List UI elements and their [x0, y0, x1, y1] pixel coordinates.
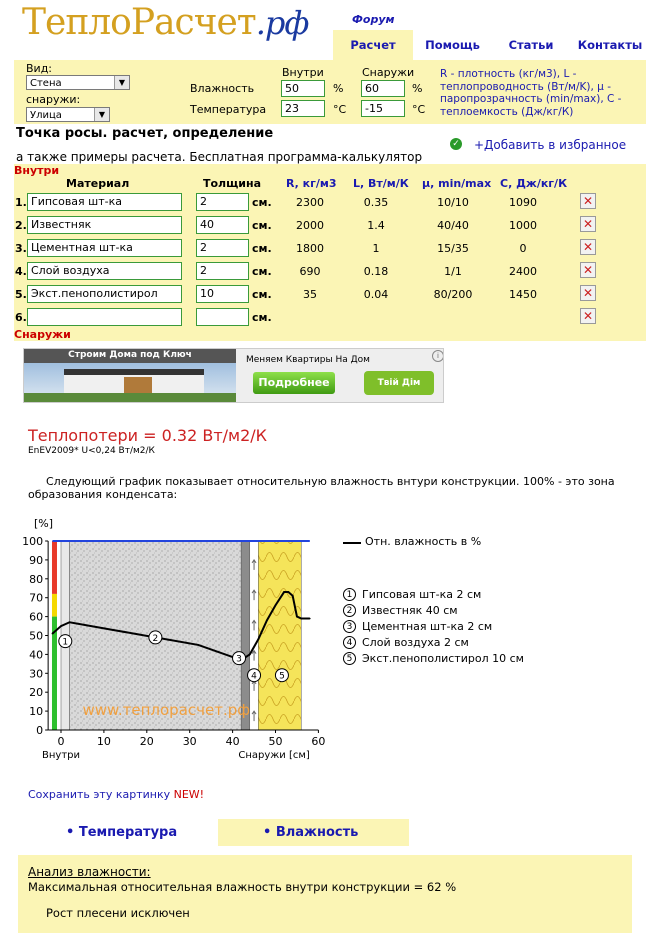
- ad-right-title: Меняем Квартиры На Дом: [246, 355, 370, 365]
- type-select[interactable]: [26, 75, 130, 90]
- analysis-max-humidity: Максимальная относительная влажность внутри конструкции = 62 %: [28, 880, 457, 894]
- header-permeability: μ, min/max: [422, 177, 492, 190]
- y-tick-label: 30: [29, 667, 44, 681]
- save-image-link[interactable]: [28, 788, 204, 801]
- legend-line-swatch: [343, 542, 361, 544]
- layer-number-badge: 1: [343, 588, 356, 601]
- ad-info-icon[interactable]: i: [432, 350, 444, 362]
- enev-norm: EnEV2009* U<0,24 Вт/м2/К: [28, 446, 155, 456]
- check-icon: ✓: [450, 138, 462, 150]
- humidity-point: [197, 644, 199, 646]
- row-number: 6.: [15, 311, 27, 324]
- humidity-point: [296, 616, 298, 618]
- temp-unit-outside: °C: [412, 103, 426, 116]
- row-number: 1.: [15, 196, 27, 209]
- material-name-input[interactable]: Гипсовая шт-ка: [27, 193, 182, 211]
- delete-row-icon[interactable]: ✕: [580, 193, 596, 209]
- ad-house-image: [24, 349, 236, 402]
- y-tick-label: 60: [29, 610, 44, 624]
- ad-brand-logo: Твій Дім: [364, 371, 434, 395]
- page-subtitle: а также примеры расчета. Бесплатная программа-калькулятор: [16, 150, 423, 164]
- row-number: 3.: [15, 242, 27, 255]
- inside-marker: Внутри: [14, 164, 60, 177]
- density-value: 35: [303, 288, 317, 301]
- thickness-input[interactable]: 2: [196, 193, 249, 211]
- type-select-value: Стена: [30, 78, 62, 89]
- x-tick-label: 0: [57, 735, 65, 748]
- x-tick-label: 40: [225, 735, 240, 748]
- layer-number-badge: 5: [343, 652, 356, 665]
- ad-left-title: Строим Дома под Ключ: [68, 350, 192, 360]
- humidity-inside-input[interactable]: 50: [281, 80, 325, 97]
- humidity-unit: %: [333, 82, 344, 95]
- temp-unit: °C: [333, 103, 347, 116]
- humidity-point: [266, 620, 268, 622]
- thickness-unit: см.: [252, 265, 272, 278]
- humidity-point: [52, 633, 54, 635]
- conductivity-value: 0.04: [363, 288, 389, 301]
- x-tick-label: 20: [139, 735, 154, 748]
- x-inside-label: Внутри: [42, 750, 80, 761]
- new-badge: NEW!: [173, 788, 205, 801]
- delete-row-icon[interactable]: ✕: [580, 216, 596, 232]
- type-label: Вид:: [26, 62, 53, 75]
- layer-marker-label: 1: [62, 637, 69, 648]
- col-inside-label: Внутри: [282, 66, 324, 79]
- y-tick-label: 100: [22, 535, 44, 548]
- y-axis-label: [%]: [34, 517, 54, 530]
- y-tick-label: 70: [29, 591, 44, 605]
- delete-row-icon[interactable]: ✕: [580, 308, 596, 324]
- chevron-down-icon: ▼: [114, 76, 129, 89]
- layer-5-band: [258, 541, 301, 730]
- delete-row-icon[interactable]: ✕: [580, 262, 596, 278]
- x-tick-label: 10: [96, 735, 111, 748]
- humidity-point: [283, 591, 285, 593]
- conductivity-value: 1: [372, 242, 380, 255]
- layer-legend-label: Экст.пенополистирол 10 см: [362, 652, 524, 665]
- permeability-value: 80/200: [433, 288, 473, 301]
- temp-outside-input[interactable]: -15: [361, 100, 405, 117]
- add-favorite-link[interactable]: +Добавить в избранное: [474, 138, 627, 152]
- humidity-label: Влажность: [190, 82, 255, 95]
- permeability-value: 15/35: [437, 242, 469, 255]
- row-number: 5.: [15, 288, 27, 301]
- thickness-unit: см.: [252, 219, 272, 232]
- layer-marker-label: 4: [251, 671, 257, 682]
- heatloss-result: Теплопотери = 0.32 Вт/м2/К: [28, 426, 268, 445]
- save-image-text: Сохранить эту картинку: [28, 788, 171, 801]
- row-number: 2.: [15, 219, 27, 232]
- tab-articles[interactable]: Статьи: [508, 38, 554, 52]
- humidity-point: [249, 654, 251, 656]
- header-material: Материал: [66, 177, 130, 190]
- thickness-input[interactable]: 2: [196, 262, 249, 280]
- humidity-point: [309, 618, 311, 620]
- humidity-point: [288, 591, 290, 593]
- density-value: 2000: [296, 219, 324, 232]
- thickness-unit: см.: [252, 311, 272, 324]
- tab-temperature-label: Температура: [78, 825, 178, 840]
- delete-row-icon[interactable]: ✕: [580, 239, 596, 255]
- outside-marker: Снаружи: [14, 328, 71, 341]
- outside-label: снаружи:: [26, 93, 81, 106]
- ad-lawn: [24, 393, 236, 402]
- delete-row-icon[interactable]: ✕: [580, 285, 596, 301]
- layer-legend-label: Слой воздуха 2 см: [362, 636, 469, 649]
- density-value: 1800: [296, 242, 324, 255]
- conductivity-value: 1.4: [367, 219, 385, 232]
- ad-banner[interactable]: [23, 348, 444, 403]
- tab-calc[interactable]: Расчет: [333, 30, 413, 60]
- y-tick-label: 0: [36, 724, 44, 737]
- header-conductivity: L, Вт/м/К: [353, 177, 409, 190]
- layer-legend-label: Цементная шт-ка 2 см: [362, 620, 493, 633]
- y-tick-label: 20: [29, 686, 44, 700]
- y-tick-label: 50: [29, 629, 44, 643]
- layer-marker-label: 5: [279, 671, 285, 682]
- capacity-value: 1000: [509, 219, 537, 232]
- x-tick-label: 30: [182, 735, 197, 748]
- humidity-point: [300, 618, 302, 620]
- y-tick-label: 80: [29, 572, 44, 586]
- density-value: 2300: [296, 196, 324, 209]
- chart-watermark: www.теплорасчет.рф: [82, 700, 251, 719]
- permeability-value: 10/10: [437, 196, 469, 209]
- temp-inside-input[interactable]: 23: [281, 100, 325, 117]
- tab-temperature[interactable]: • Температура: [66, 825, 178, 840]
- outside-select-value: Улица: [30, 110, 62, 121]
- material-name-input[interactable]: Экст.пенополистирол: [27, 285, 182, 303]
- site-logo[interactable]: [22, 2, 308, 43]
- capacity-value: 0: [519, 242, 527, 255]
- tab-humidity[interactable]: • Влажность: [263, 825, 359, 840]
- units-legend: R - плотность (кг/м3), L - теплопроводность (Вт/м/K), μ - паропрозрачность (min/max), C - теплоемкость (Дж/кг/К): [440, 68, 622, 118]
- capacity-value: 1090: [509, 196, 537, 209]
- conductivity-value: 0.35: [363, 196, 389, 209]
- layer-number-badge: 4: [343, 636, 356, 649]
- humidity-point: [275, 604, 277, 606]
- material-name-input[interactable]: Известняк: [27, 216, 182, 234]
- humidity-point: [69, 621, 71, 623]
- thickness-input[interactable]: 40: [196, 216, 249, 234]
- humidity-point: [258, 638, 260, 640]
- thickness-input[interactable]: [196, 308, 249, 326]
- tab-help[interactable]: Помощь: [425, 38, 480, 52]
- graph-description: Следующий график показывает относительную влажность внтури конструкции. 100% - это зона образования конденсата:: [28, 475, 615, 501]
- ad-more-button[interactable]: Подробнее: [253, 372, 335, 394]
- row-number: 4.: [15, 265, 27, 278]
- logo-main-text: ТеплоРасчет: [22, 2, 256, 43]
- x-tick-label: 50: [268, 735, 283, 748]
- layer-legend-label: Известняк 40 см: [362, 604, 458, 617]
- analysis-title: Анализ влажности:: [28, 865, 151, 879]
- material-name-input[interactable]: [27, 308, 182, 326]
- header-thickness: Толщина: [203, 177, 262, 190]
- thickness-input[interactable]: 10: [196, 285, 249, 303]
- material-name-input[interactable]: Слой воздуха: [27, 262, 182, 280]
- thickness-input[interactable]: 2: [196, 239, 249, 257]
- analysis-panel: [18, 855, 632, 933]
- tab-contacts[interactable]: Контакты: [577, 38, 643, 52]
- tab-humidity-label: Влажность: [275, 825, 359, 840]
- thickness-unit: см.: [252, 242, 272, 255]
- y-tick-label: 40: [29, 648, 44, 662]
- analysis-mold: Рост плесени исключен: [46, 906, 190, 920]
- x-axis-label: Снаружи [см]: [238, 750, 310, 761]
- outside-select[interactable]: [26, 107, 110, 122]
- x-tick-label: 60: [311, 735, 326, 748]
- chevron-down-icon: ▼: [94, 108, 109, 121]
- logo-suffix-text: .рф: [255, 4, 309, 42]
- density-value: 690: [299, 265, 321, 278]
- legend-series-name: Отн. влажность в %: [365, 535, 482, 548]
- permeability-value: 1/1: [444, 265, 462, 278]
- y-tick-label: 90: [29, 553, 44, 567]
- thickness-unit: см.: [252, 288, 272, 301]
- forum-link[interactable]: Форум: [352, 13, 395, 26]
- humidity-point: [292, 595, 294, 597]
- conductivity-value: 0.18: [363, 265, 389, 278]
- layer-number-badge: 3: [343, 620, 356, 633]
- risk-bar-red: [52, 541, 57, 594]
- humidity-point: [60, 625, 62, 627]
- risk-bar-yellow: [52, 594, 57, 617]
- layer-marker-label: 3: [236, 654, 242, 665]
- humidity-point: [112, 629, 114, 631]
- layer-legend-label: Гипсовая шт-ка 2 см: [362, 588, 482, 601]
- col-outside-label: Снаружи: [362, 66, 415, 79]
- header-capacity: С, Дж/кг/К: [500, 177, 568, 190]
- capacity-value: 2400: [509, 265, 537, 278]
- temp-label: Температура: [190, 103, 267, 116]
- humidity-outside-input[interactable]: 60: [361, 80, 405, 97]
- header-density: R, кг/м3: [286, 177, 337, 190]
- layer-number-badge: 2: [343, 604, 356, 617]
- humidity-unit-outside: %: [412, 82, 423, 95]
- thickness-unit: см.: [252, 196, 272, 209]
- material-name-input[interactable]: Цементная шт-ка: [27, 239, 182, 257]
- layer-marker-label: 2: [152, 633, 159, 644]
- page-title: Точка росы. расчет, определение: [16, 126, 274, 141]
- capacity-value: 1450: [509, 288, 537, 301]
- y-tick-label: 10: [29, 705, 44, 719]
- permeability-value: 40/40: [437, 219, 469, 232]
